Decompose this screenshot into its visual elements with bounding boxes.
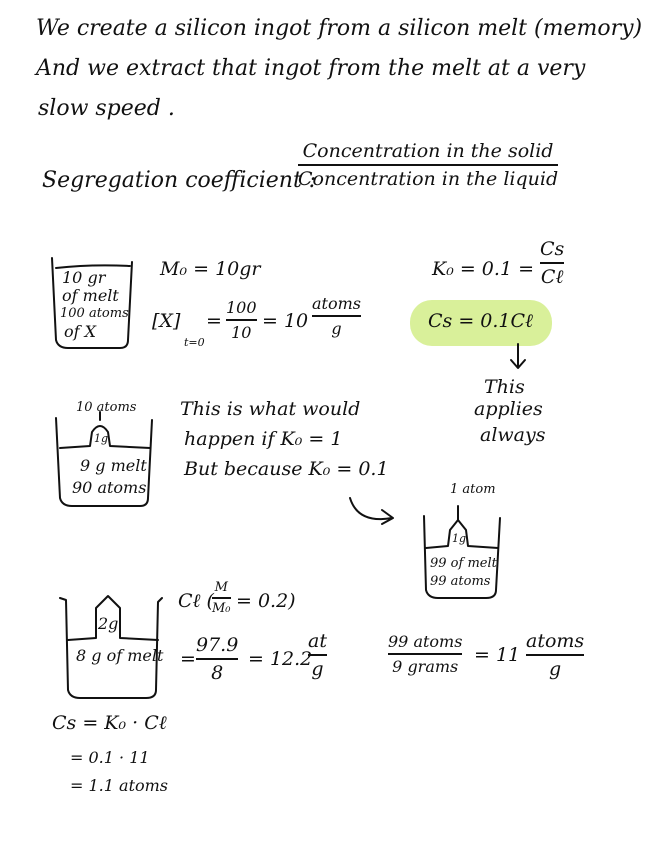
beaker1-melt: of melt (62, 286, 119, 305)
scenario-line-2: happen if K₀ = 1 (184, 428, 343, 450)
fraction-bar (308, 654, 327, 656)
beaker1-mass: 10 gr (62, 268, 106, 287)
beaker2-top-label: 10 atoms (76, 400, 137, 415)
concentration-fraction (226, 298, 257, 342)
fraction-bar (312, 315, 361, 317)
cs-highlighted-formula: Cs = 0.1Cℓ (428, 310, 533, 332)
arrow-curve-head (382, 510, 393, 524)
segregation-numerator: Concentration in the solid (302, 140, 554, 162)
fraction-bar (196, 658, 238, 660)
intro-line-2: And we extract that ingot from the melt at a very (36, 56, 586, 81)
concentration-value: = 10 (262, 310, 309, 332)
beaker2-ingot-label: 1g (94, 432, 109, 445)
atoms-unit-denominator: g (549, 658, 562, 680)
concentration-equals: = (206, 310, 222, 332)
unit-denominator: g (331, 319, 342, 338)
fraction-denominator: 10 (231, 323, 252, 342)
concentration-time: t=0 (184, 336, 205, 349)
ko-formula-fraction (540, 238, 564, 289)
unit-numerator: atoms (312, 294, 361, 313)
fraction-bar (388, 653, 462, 655)
ko-formula-left: K₀ = 0.1 = (432, 258, 534, 280)
beaker1-atoms: 100 atoms (60, 306, 129, 321)
beaker4-melt-label: 8 g of melt (76, 646, 164, 665)
segregation-label: Segregation coefficient : (42, 168, 317, 193)
ko-denominator: Cℓ (540, 266, 564, 288)
atoms-unit-numerator: atoms (526, 630, 585, 652)
final-substitution: = 0.1 · 11 (70, 748, 150, 767)
intro-line-1: We create a silicon ingot from a silicon melt (memory) (36, 16, 643, 41)
initial-mass: M₀ = 10gr (160, 258, 261, 280)
atoms-per-gram-fraction (388, 632, 462, 676)
mass-ratio-fraction (212, 580, 231, 616)
fraction-bar (212, 597, 231, 599)
beaker3-ingot-label: 1g (452, 532, 467, 545)
beaker2-melt-mass: 9 g melt (80, 456, 147, 475)
beaker1-species: of X (64, 322, 97, 341)
beaker3-top-label: 1 atom (450, 482, 496, 497)
beaker4-ingot-label: 2g (98, 614, 119, 633)
atoms-result-unit (526, 630, 584, 680)
final-result: = 1.1 atoms (70, 776, 169, 795)
scenario-line-1: This is what would (180, 398, 361, 420)
cl-fraction (196, 634, 238, 684)
fraction-bar (526, 654, 584, 656)
fraction-numerator: 100 (226, 298, 257, 317)
concentration-symbol: [X] (152, 310, 181, 332)
mass-ratio-numerator: M (214, 580, 228, 595)
cl-equals: = (180, 648, 196, 670)
cl-result: = 12.2 (248, 648, 313, 670)
note-applies: applies (474, 398, 543, 420)
mass-ratio-denominator: M₀ (212, 601, 231, 616)
atoms-result: = 11 (474, 644, 521, 666)
segregation-denominator: Concentration in the liquid (298, 168, 559, 190)
beaker3-melt-atoms: 99 atoms (430, 574, 491, 589)
note-always: always (480, 424, 546, 446)
cl-expression-left: Cℓ ( (178, 590, 214, 612)
beaker3-melt-mass: 99 of melt (430, 556, 497, 571)
cl-denominator: 8 (211, 662, 224, 684)
cl-numerator: 97.9 (196, 634, 239, 656)
fraction-bar (226, 319, 257, 321)
cl-unit-numerator: at (308, 630, 327, 652)
concentration-unit (312, 294, 361, 338)
cl-unit (308, 630, 327, 680)
atoms-numerator: 99 atoms (388, 632, 463, 651)
scenario-line-3: But because K₀ = 0.1 (184, 458, 389, 480)
atoms-denominator: 9 grams (392, 657, 459, 676)
arrow-curve-line (350, 498, 392, 519)
note-this: This (484, 376, 525, 398)
final-formula: Cs = K₀ · Cℓ (52, 712, 167, 734)
beaker2-melt-atoms: 90 atoms (72, 478, 147, 497)
fraction-bar (540, 262, 564, 264)
cl-unit-denominator: g (311, 658, 324, 680)
cl-expression-right: = 0.2) (236, 590, 296, 612)
intro-line-3: slow speed . (38, 96, 175, 121)
ko-numerator: Cs (540, 238, 565, 260)
